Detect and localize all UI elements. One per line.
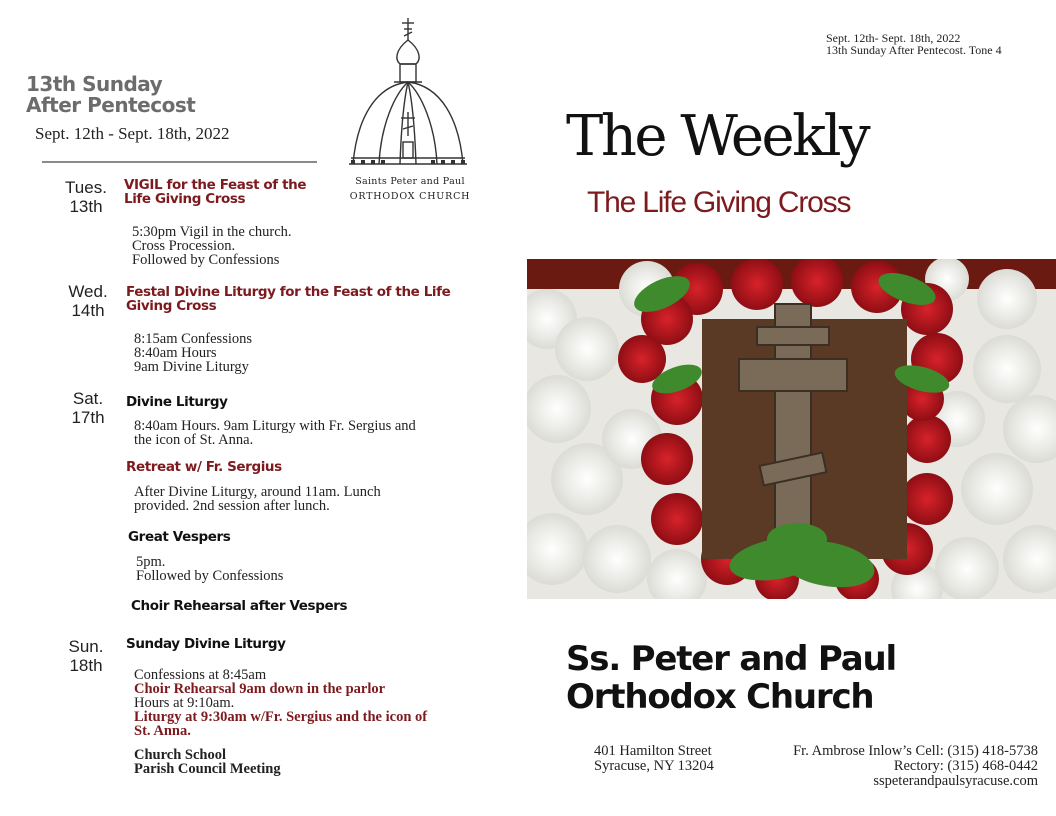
week-range: Sept. 12th - Sept. 18th, 2022: [35, 124, 230, 143]
contact-cell: Fr. Ambrose Inlow’s Cell: (315) 418-5738: [793, 743, 1038, 759]
day-label-wed: [58, 282, 118, 320]
event-title-retreat: Retreat w/ Fr. Sergius: [126, 459, 282, 475]
sunday-title: [26, 74, 195, 116]
sunday-title-line2: After Pentecost: [26, 93, 196, 117]
cross-flowers-image-icon: [527, 259, 1056, 599]
event-title-line: VIGIL for the Feast of the: [124, 177, 307, 193]
day-name: Sat.: [72, 389, 104, 408]
header-date-range: Sept. 12th- Sept. 18th, 2022: [826, 31, 961, 45]
event-title-line: Festal Divine Liturgy for the Feast of the Life: [126, 284, 451, 300]
event-line: 5:30pm Vigil in the church.: [132, 224, 292, 240]
event-line-highlight: St. Anna.: [134, 723, 191, 739]
event-line: Followed by Confessions: [136, 568, 284, 584]
sunday-title-line1: 13th Sunday: [26, 72, 163, 96]
day-date: 13th: [69, 197, 103, 216]
event-body-divine-liturgy: [134, 419, 416, 447]
event-line: Cross Procession.: [132, 238, 236, 254]
event-line: 5pm.: [136, 554, 166, 570]
divider: [42, 161, 317, 163]
day-label-sun: [56, 637, 116, 675]
event-line: After Divine Liturgy, around 11am. Lunch: [134, 484, 381, 500]
event-line: 8:40am Hours: [134, 345, 217, 361]
event-line-bold: Church School: [134, 747, 226, 763]
event-title-line: Giving Cross: [126, 298, 217, 314]
event-line: 9am Divine Liturgy: [134, 359, 249, 375]
contact-website-link[interactable]: sspeterandpaulsyracuse.com: [873, 773, 1038, 789]
event-line: the icon of St. Anna.: [134, 432, 254, 448]
event-line: 8:40am Hours. 9am Liturgy with Fr. Sergius and: [134, 418, 416, 434]
event-title-vigil: [124, 178, 306, 206]
event-body-sunday-liturgy: [134, 668, 427, 776]
event-title-choir-rehearsal: Choir Rehearsal after Vespers: [131, 598, 348, 614]
header-sunday-tone: 13th Sunday After Pentecost. Tone 4: [826, 43, 1002, 57]
event-line-bold: Parish Council Meeting: [134, 761, 281, 777]
day-name: Sun.: [68, 637, 104, 656]
day-date: 17th: [71, 408, 105, 427]
event-body-retreat: [134, 485, 381, 513]
address-street: 401 Hamilton Street: [594, 743, 712, 759]
logo-text-orthodox: ORTHODOX CHURCH: [349, 191, 471, 202]
event-title-festal-liturgy: [126, 285, 450, 313]
address-city: Syracuse, NY 13204: [594, 758, 714, 774]
day-label-sat: [58, 389, 118, 427]
day-date: 18th: [69, 656, 103, 675]
page-subtitle: The Life Giving Cross: [587, 186, 851, 219]
cross-flowers-photo: [527, 259, 1056, 599]
day-name: Wed.: [68, 282, 108, 301]
day-label-tue: [56, 178, 116, 216]
contact-rectory: Rectory: (315) 468-0442: [893, 758, 1038, 774]
event-line: provided. 2nd session after lunch.: [134, 498, 330, 514]
event-line: Confessions at 8:45am: [134, 667, 267, 683]
page-title: The Weekly: [566, 104, 869, 169]
event-body-festal-liturgy: [134, 332, 252, 374]
church-name-line1: Ss. Peter and Paul: [566, 639, 896, 679]
day-date: 14th: [71, 301, 105, 320]
event-line: 8:15am Confessions: [134, 331, 253, 347]
church-dome-logo-icon: [345, 14, 475, 174]
event-line: Hours at 9:10am.: [134, 695, 235, 711]
contact-info: [793, 744, 1038, 789]
event-body-vespers: [136, 555, 283, 583]
event-title-vespers: Great Vespers: [128, 529, 231, 545]
event-line: Followed by Confessions: [132, 252, 280, 268]
event-line-highlight: Liturgy at 9:30am w/Fr. Sergius and the icon of: [134, 709, 428, 725]
event-title-divine-liturgy: Divine Liturgy: [126, 394, 228, 410]
logo-text-saints: Saints Peter and Paul: [355, 176, 465, 187]
church-name: [566, 640, 896, 716]
church-name-line2: Orthodox Church: [566, 677, 874, 717]
event-title-line: Life Giving Cross: [124, 191, 246, 207]
bulletin-header: [826, 32, 1002, 56]
day-name: Tues.: [65, 178, 107, 197]
event-line-highlight: Choir Rehearsal 9am down in the parlor: [134, 681, 386, 697]
church-address: [594, 744, 714, 774]
event-title-sunday-liturgy: Sunday Divine Liturgy: [126, 636, 286, 652]
event-body-vigil: [132, 225, 292, 267]
